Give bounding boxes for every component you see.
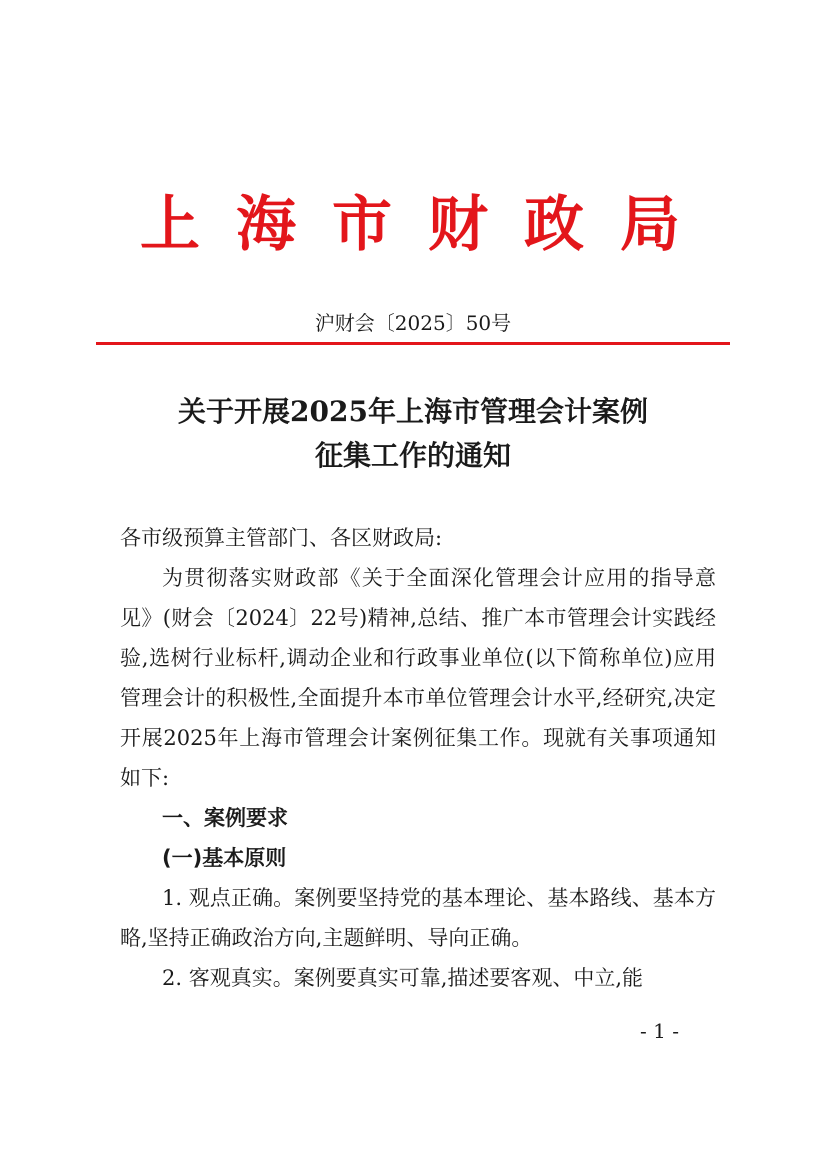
notice-title-line-2: 征集工作的通知 — [314, 439, 511, 472]
notice-title — [0, 390, 826, 478]
subsection-heading: (一)基本原则 — [162, 846, 287, 870]
body-text — [120, 518, 716, 998]
document-number: 沪财会〔2025〕50号 — [314, 311, 512, 335]
intro-paragraph: 为贯彻落实财政部《关于全面深化管理会计应用的指导意见》(财会〔2024〕22号)精神,总结、推广本市管理会计实践经验,选树行业标杆,调动企业和行政事业单位(以下简称单位)应用管理会计的积极性,全面提升本市单位管理会计水平,经研究,决定开展2025年上海市管理会计案例征集工作。现就有关事项通知如下: — [120, 566, 716, 790]
list-item: 2. 客观真实。案例要真实可靠,描述要客观、中立,能 — [162, 966, 644, 990]
list-item: 1. 观点正确。案例要坚持党的基本理论、基本路线、基本方略,坚持正确政治方向,主题鲜明、导向正确。 — [120, 886, 716, 950]
page-number: - 1 - — [640, 1019, 679, 1043]
section-heading: 一、案例要求 — [162, 806, 288, 830]
notice-title-line-1: 关于开展2025年上海市管理会计案例 — [178, 395, 648, 428]
red-divider-line — [96, 342, 730, 345]
masthead-title: 上海市财政局 — [140, 190, 716, 260]
addressee: 各市级预算主管部门、各区财政局: — [120, 526, 443, 550]
